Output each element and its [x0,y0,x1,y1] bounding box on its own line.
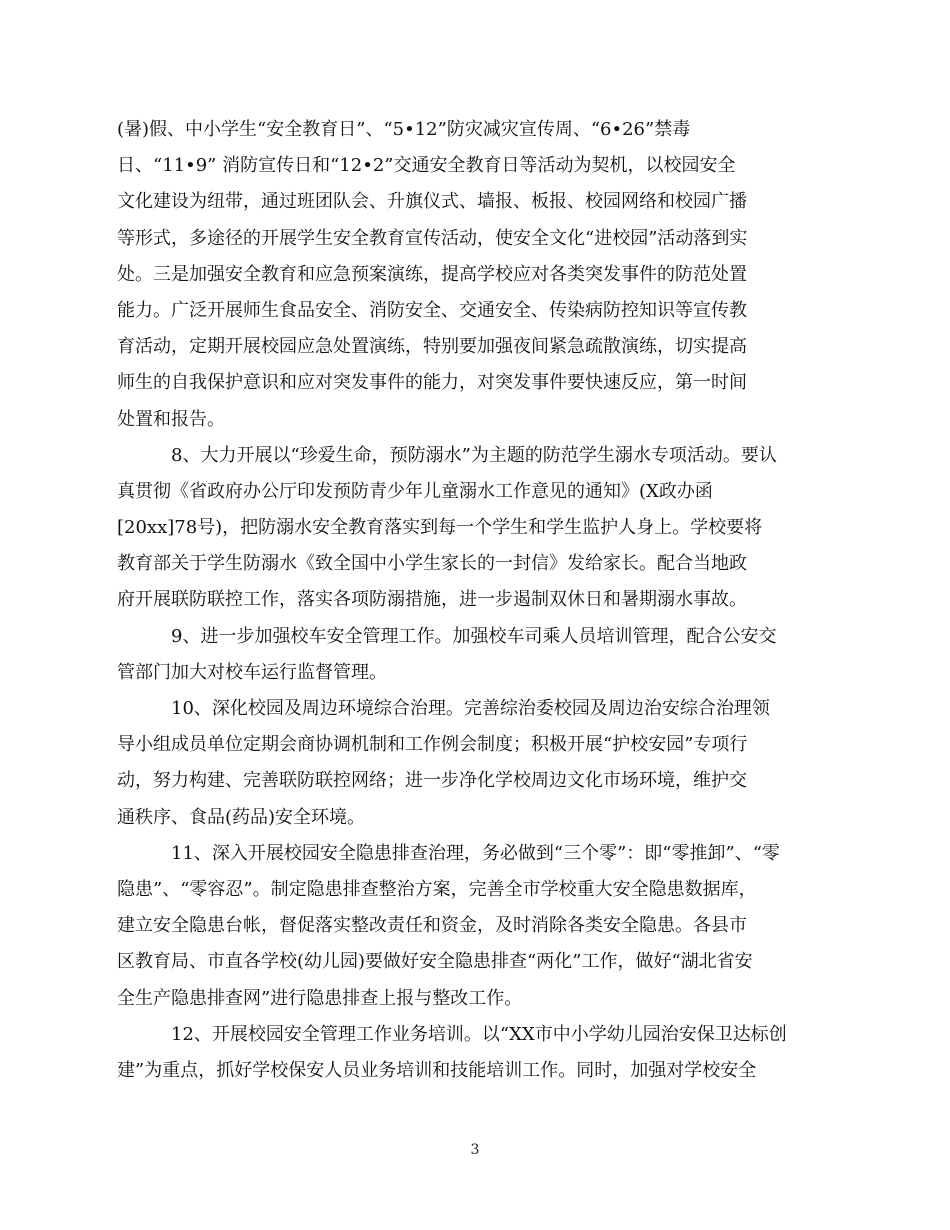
text-line: 文化建设为纽带，通过班团队会、升旗仪式、墙报、板报、校园网络和校园广播 [117,191,747,213]
text-line: 区教育局、市直各学校(幼儿园)要做好安全隐患排查“两化”工作，做好“湖北省安 [117,951,753,973]
page-number: 3 [470,1142,480,1158]
text-line: 动，努力构建、完善联防联控网络；进一步净化学校周边文化市场环境，维护交 [117,770,747,792]
text-line: 管部门加大对校车运行监督管理。 [117,661,387,683]
text-line: 育活动，定期开展校园应急处置演练，特别要加强夜间紧急疏散演练，切实提高 [117,336,747,358]
text-line: 处置和报告。 [117,408,225,430]
text-line: 10、深化校园及周边环境综合治理。完善综治委校园及周边治安综合治理领 [171,698,770,719]
text-line: 真贯彻《省政府办公厅印发预防青少年儿童溺水工作意见的通知》(X政办函 [117,480,713,502]
text-line: [20xx]78号)，把防溺水安全教育落实到每一个学生和学生监护人身上。学校要将 [117,517,763,539]
text-line: 8、大力开展以“珍爱生命，预防溺水”为主题的防范学生溺水专项活动。要认 [171,444,777,466]
text-line: 处。三是加强安全教育和应急预案演练，提高学校应对各类突发事件的防范处置 [117,263,747,285]
text-line: 11、深入开展校园安全隐患排查治理，务必做到“三个零”：即“零推卸”、“零 [171,842,780,864]
text-line: 师生的自我保护意识和应对突发事件的能力，对突发事件要快速反应，第一时间 [117,372,747,394]
text-line: 12、开展校园安全管理工作业务培训。以“XX市中小学幼儿园治安保卫达标创 [171,1023,787,1045]
text-line: 府开展联防联控工作，落实各项防溺措施，进一步遏制双休日和暑期溺水事故。 [117,589,747,611]
text-line: 日、“11•9” 消防宣传日和“12•2”交通安全教育日等活动为契机，以校园安全 [117,155,736,177]
text-line: 教育部关于学生防溺水《致全国中小学生家长的一封信》发给家长。配合当地政 [117,553,747,575]
text-line: 通秩序、食品(药品)安全环境。 [117,806,366,828]
body-text [117,112,817,1089]
text-line: 能力。广泛开展师生食品安全、消防安全、交通安全、传染病防控知识等宣传教 [117,299,747,321]
text-line: 等形式，多途径的开展学生安全教育宣传活动，使安全文化“进校园”活动落到实 [117,227,748,249]
text-line: 全生产隐患排查网”进行隐患排查上报与整改工作。 [117,987,523,1009]
text-line: 导小组成员单位定期会商协调机制和工作例会制度；积极开展“护校安园”专项行 [117,734,748,756]
text-line: 9、进一步加强校车安全管理工作。加强校车司乘人员培训管理，配合公安交 [171,625,777,647]
text-line: 建立安全隐患台帐，督促落实整改责任和资金，及时消除各类安全隐患。各县市 [117,915,747,937]
text-line: (暑)假、中小学生“安全教育日”、“5•12”防灾减灾宣传周、“6•26”禁毒 [117,119,691,140]
text-line: 建”为重点，抓好学校保安人员业务培训和技能培训工作。同时，加强对学校安全 [117,1059,757,1081]
text-line: 隐患”、“零容忍”。制定隐患排查整治方案，完善全市学校重大安全隐患数据库， [117,878,757,900]
